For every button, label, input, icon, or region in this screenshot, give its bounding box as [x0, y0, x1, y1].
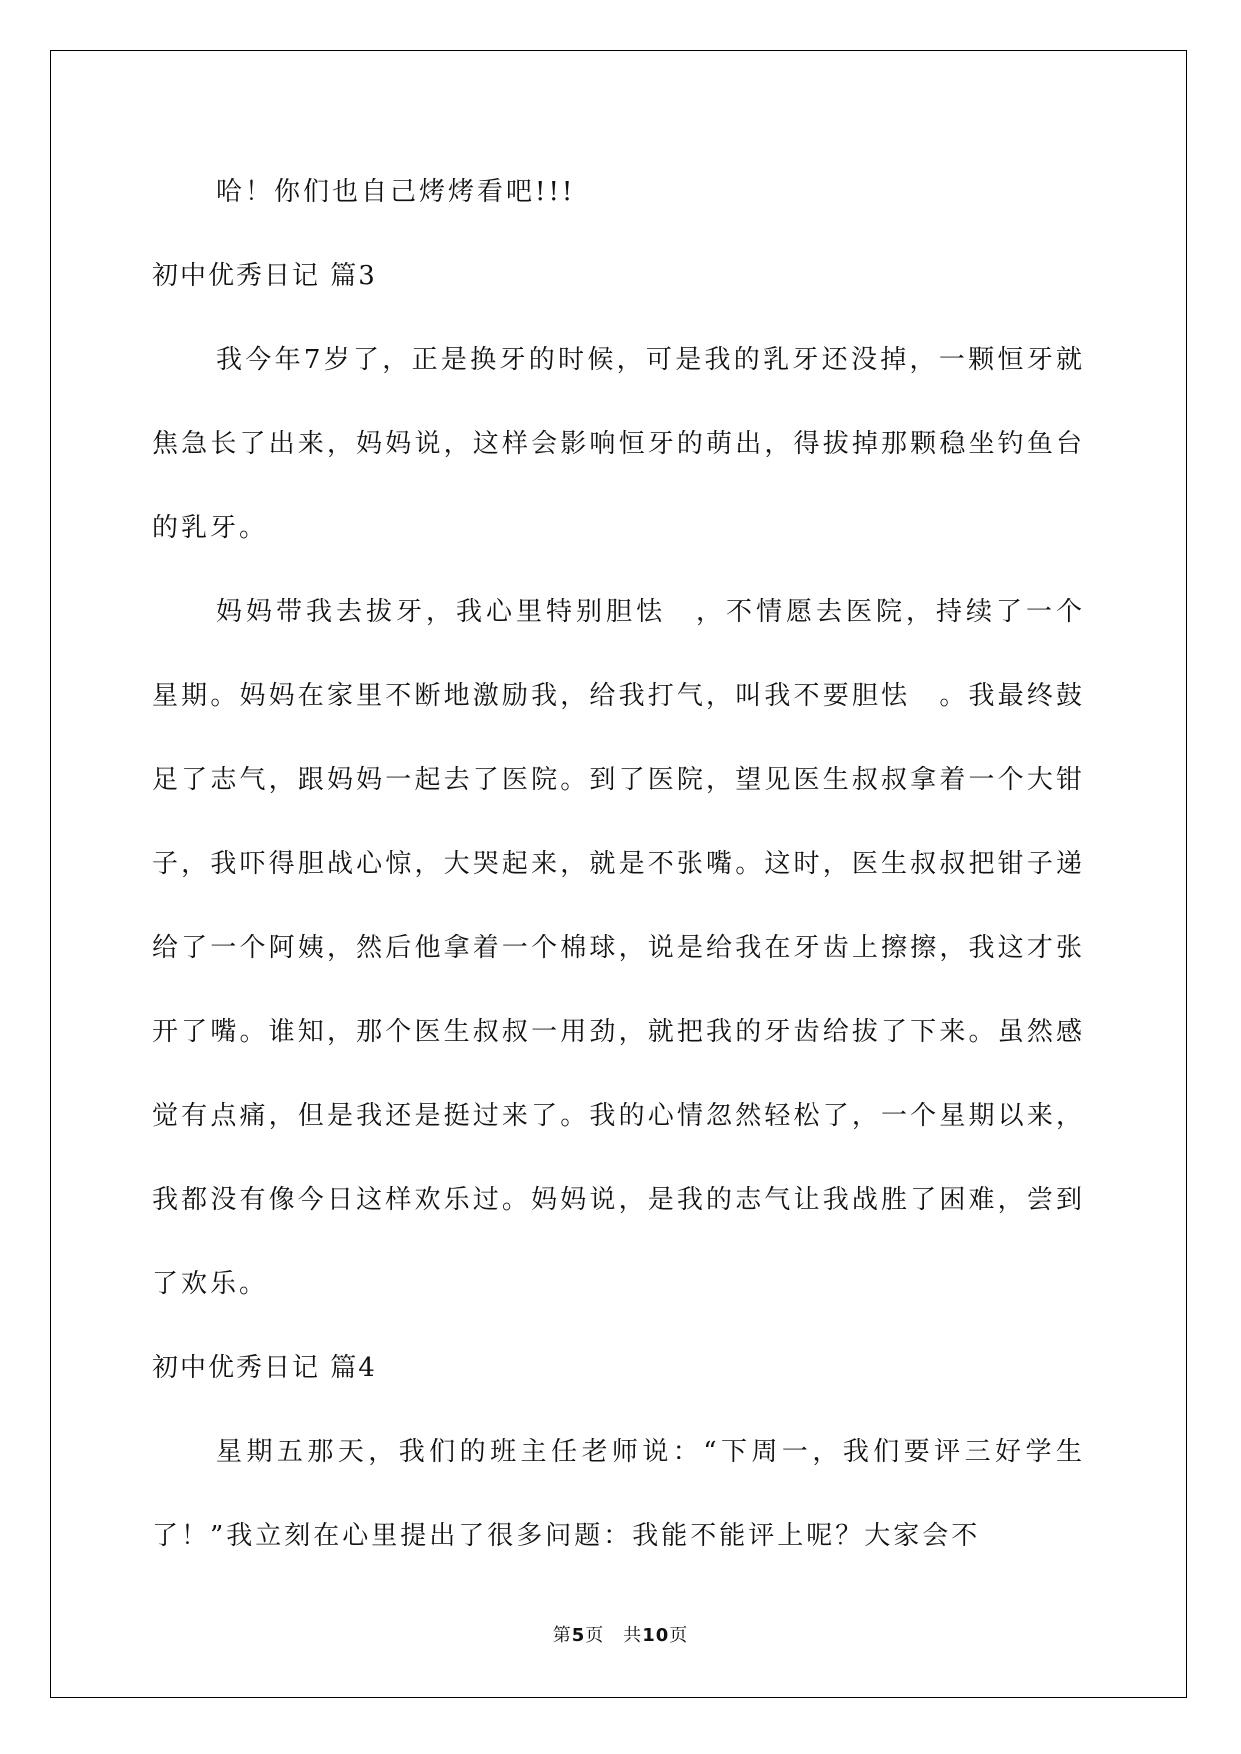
paragraph: 星期五那天，我们的班主任老师说：“下周一，我们要评三好学生了！”我立刻在心里提出了很多问题：我能不能评上呢？大家会不 — [152, 1437, 1085, 1551]
page-suffix: 页 — [585, 1625, 605, 1646]
paragraph-closing: 哈！你们也自己烤烤看吧!!! — [216, 177, 576, 207]
page-prefix: 第 — [552, 1625, 572, 1646]
page-footer — [0, 1621, 1241, 1647]
total-prefix: 共 — [623, 1625, 643, 1646]
paragraph: 妈妈带我去拔牙，我心里特别胆怯 ，不情愿去医院，持续了一个星期。妈妈在家里不断地激励我，给我打气，叫我不要胆怯 。我最终鼓足了志气，跟妈妈一起去了医院。到了医院，望见医生叔叔拿着一个大钳子，我吓得胆战心惊，大哭起来，就是不张嘴。这时，医生叔叔把钳子递给了一个阿姨，然后他拿着一个棉球，说是给我在牙齿上擦擦，我这才张开了嘴。谁知，那个医生叔叔一用劲，就把我的牙齿给拔了下来。虽然感觉有点痛，但是我还是挺过来了。我的心情忽然轻松了，一个星期以来，我都没有像今日这样欢乐过。妈妈说，是我的志气让我战胜了困难，尝到了欢乐。 — [152, 597, 1085, 1299]
total-pages-number: 10 — [642, 1625, 670, 1646]
document-body — [152, 162, 1085, 1578]
section-heading-3: 初中优秀日记 篇3 — [152, 261, 377, 291]
paragraph: 我今年7岁了，正是换牙的时候，可是我的乳牙还没掉，一颗恒牙就焦急长了出来，妈妈说，这样会影响恒牙的萌出，得拔掉那颗稳坐钓鱼台的乳牙。 — [152, 345, 1085, 543]
section-heading-4: 初中优秀日记 篇4 — [152, 1353, 377, 1383]
current-page-number: 5 — [571, 1625, 586, 1646]
total-suffix: 页 — [669, 1625, 689, 1646]
